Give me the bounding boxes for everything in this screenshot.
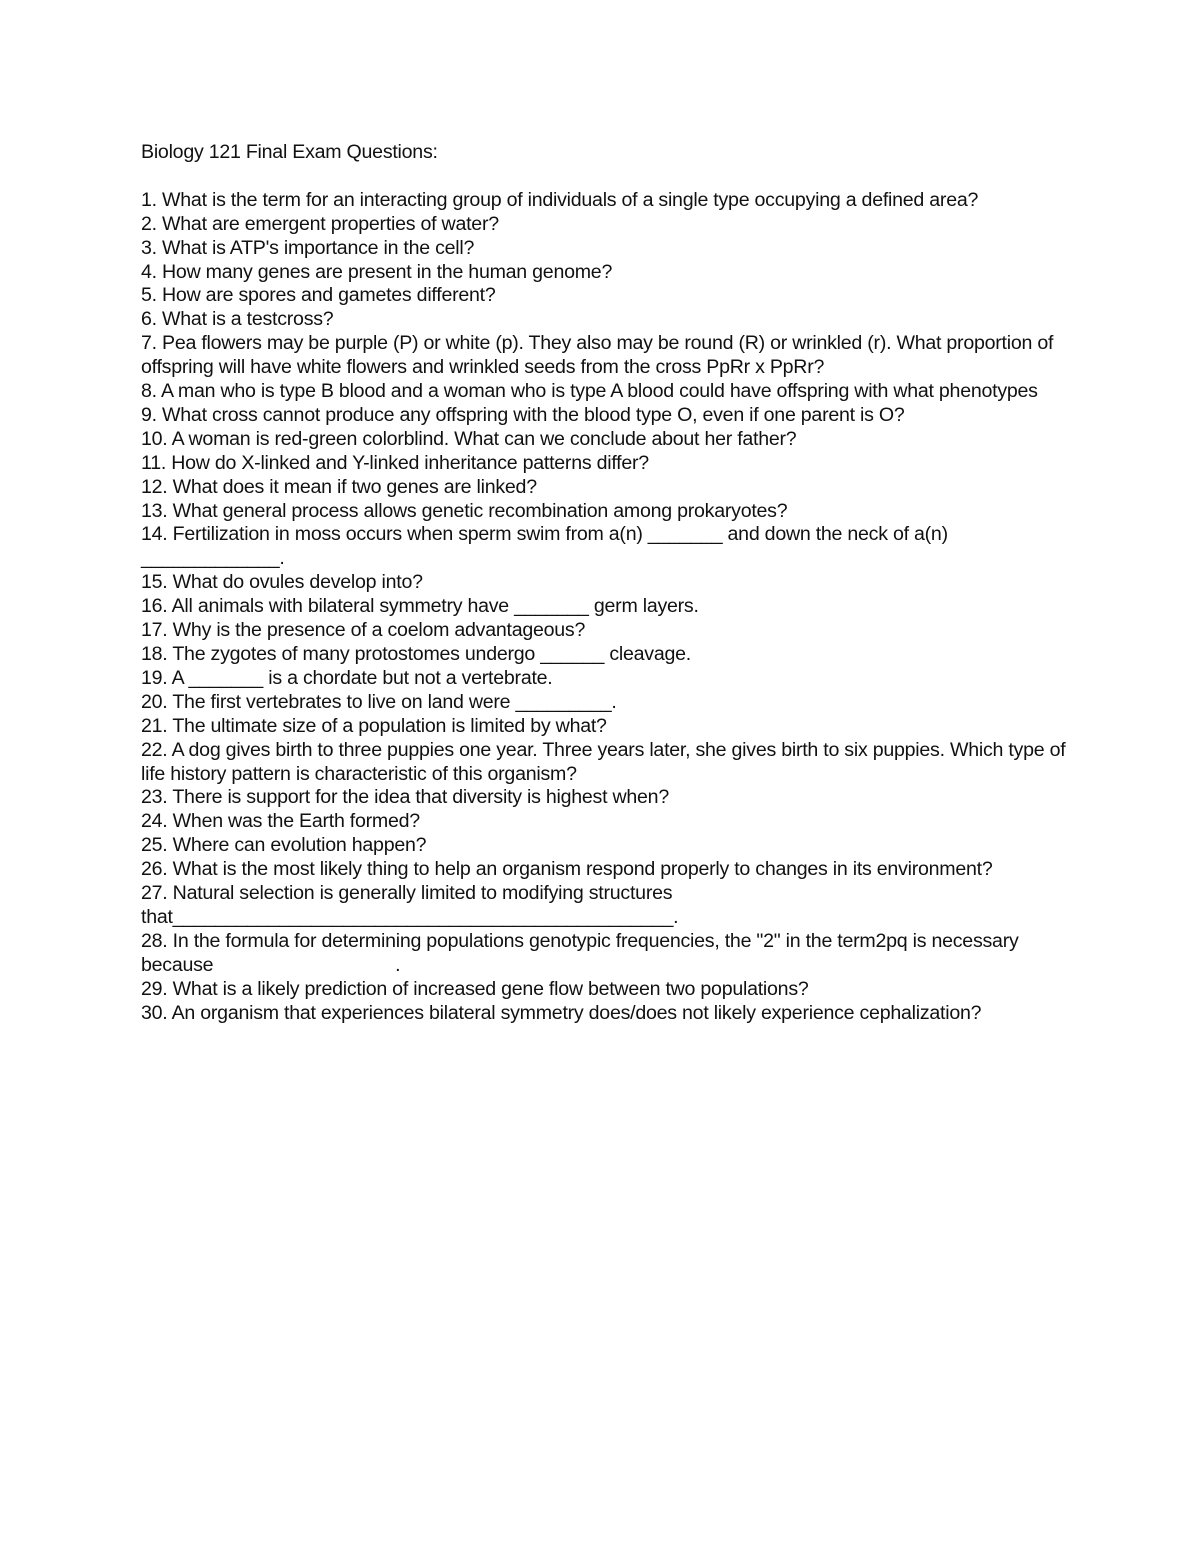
- question-item: 9. What cross cannot produce any offspring with the blood type O, even if one parent is O?: [141, 403, 905, 426]
- question-item: 17. Why is the presence of a coelom advantageous?: [141, 619, 586, 642]
- question-item: 18. The zygotes of many protostomes undergo ______ cleavage.: [141, 643, 691, 666]
- question-item: 1. What is the term for an interacting group of individuals of a single type occupying a defined area?: [141, 188, 979, 211]
- question-item: 22. A dog gives birth to three puppies one year. Three years later, she gives birth to six puppies. Which type of life history pattern is characteristic of this organism?: [141, 738, 1071, 785]
- document-title: Biology 121 Final Exam Questions:: [141, 141, 438, 163]
- question-item: 29. What is a likely prediction of increased gene flow between two populations?: [141, 977, 809, 1000]
- question-item: 14. Fertilization in moss occurs when sperm swim from a(n) _______ and down the neck of a(n) _____________.: [141, 523, 954, 570]
- question-item: 24. When was the Earth formed?: [141, 810, 420, 833]
- question-item: 25. Where can evolution happen?: [141, 834, 427, 857]
- question-item: 23. There is support for the idea that diversity is highest when?: [141, 786, 669, 809]
- question-item: 3. What is ATP's importance in the cell?: [141, 236, 475, 259]
- question-item: 11. How do X-linked and Y-linked inheritance patterns differ?: [141, 451, 649, 474]
- question-item: 19. A _______ is a chordate but not a vertebrate.: [141, 666, 553, 689]
- question-list: [141, 189, 1081, 1026]
- question-item: 13. What general process allows genetic recombination among prokaryotes?: [141, 499, 788, 522]
- question-item: 28. In the formula for determining populations genotypic frequencies, the "2" in the term2pq is necessary because .: [141, 929, 1024, 976]
- question-item: 30. An organism that experiences bilateral symmetry does/does not likely experience cephalization?: [141, 1001, 982, 1024]
- question-item: 26. What is the most likely thing to help an organism respond properly to changes in its environment?: [141, 858, 993, 881]
- question-item: 6. What is a testcross?: [141, 308, 334, 331]
- question-item: 5. How are spores and gametes different?: [141, 284, 496, 307]
- question-item: 4. How many genes are present in the human genome?: [141, 260, 613, 283]
- document-body: [141, 141, 1081, 1026]
- question-item: 16. All animals with bilateral symmetry have _______ germ layers.: [141, 595, 699, 618]
- question-item: 27. Natural selection is generally limited to modifying structures that_______________________________________________.: [141, 882, 679, 928]
- question-item: 12. What does it mean if two genes are linked?: [141, 475, 537, 498]
- question-item: 10. A woman is red-green colorblind. What can we conclude about her father?: [141, 427, 797, 450]
- question-item: 7. Pea flowers may be purple (P) or white (p). They also may be round (R) or wrinkled (r). What proportion of offspring will have white flowers and wrinkled seeds from the cross PpRr x PpRr?: [141, 332, 1059, 379]
- question-item: 21. The ultimate size of a population is limited by what?: [141, 714, 607, 737]
- question-item: 15. What do ovules develop into?: [141, 571, 423, 594]
- question-item: 20. The first vertebrates to live on land were _________.: [141, 690, 617, 713]
- question-item: 8. A man who is type B blood and a woman who is type A blood could have offspring with what phenotypes: [141, 380, 1038, 403]
- question-item: 2. What are emergent properties of water?: [141, 212, 499, 235]
